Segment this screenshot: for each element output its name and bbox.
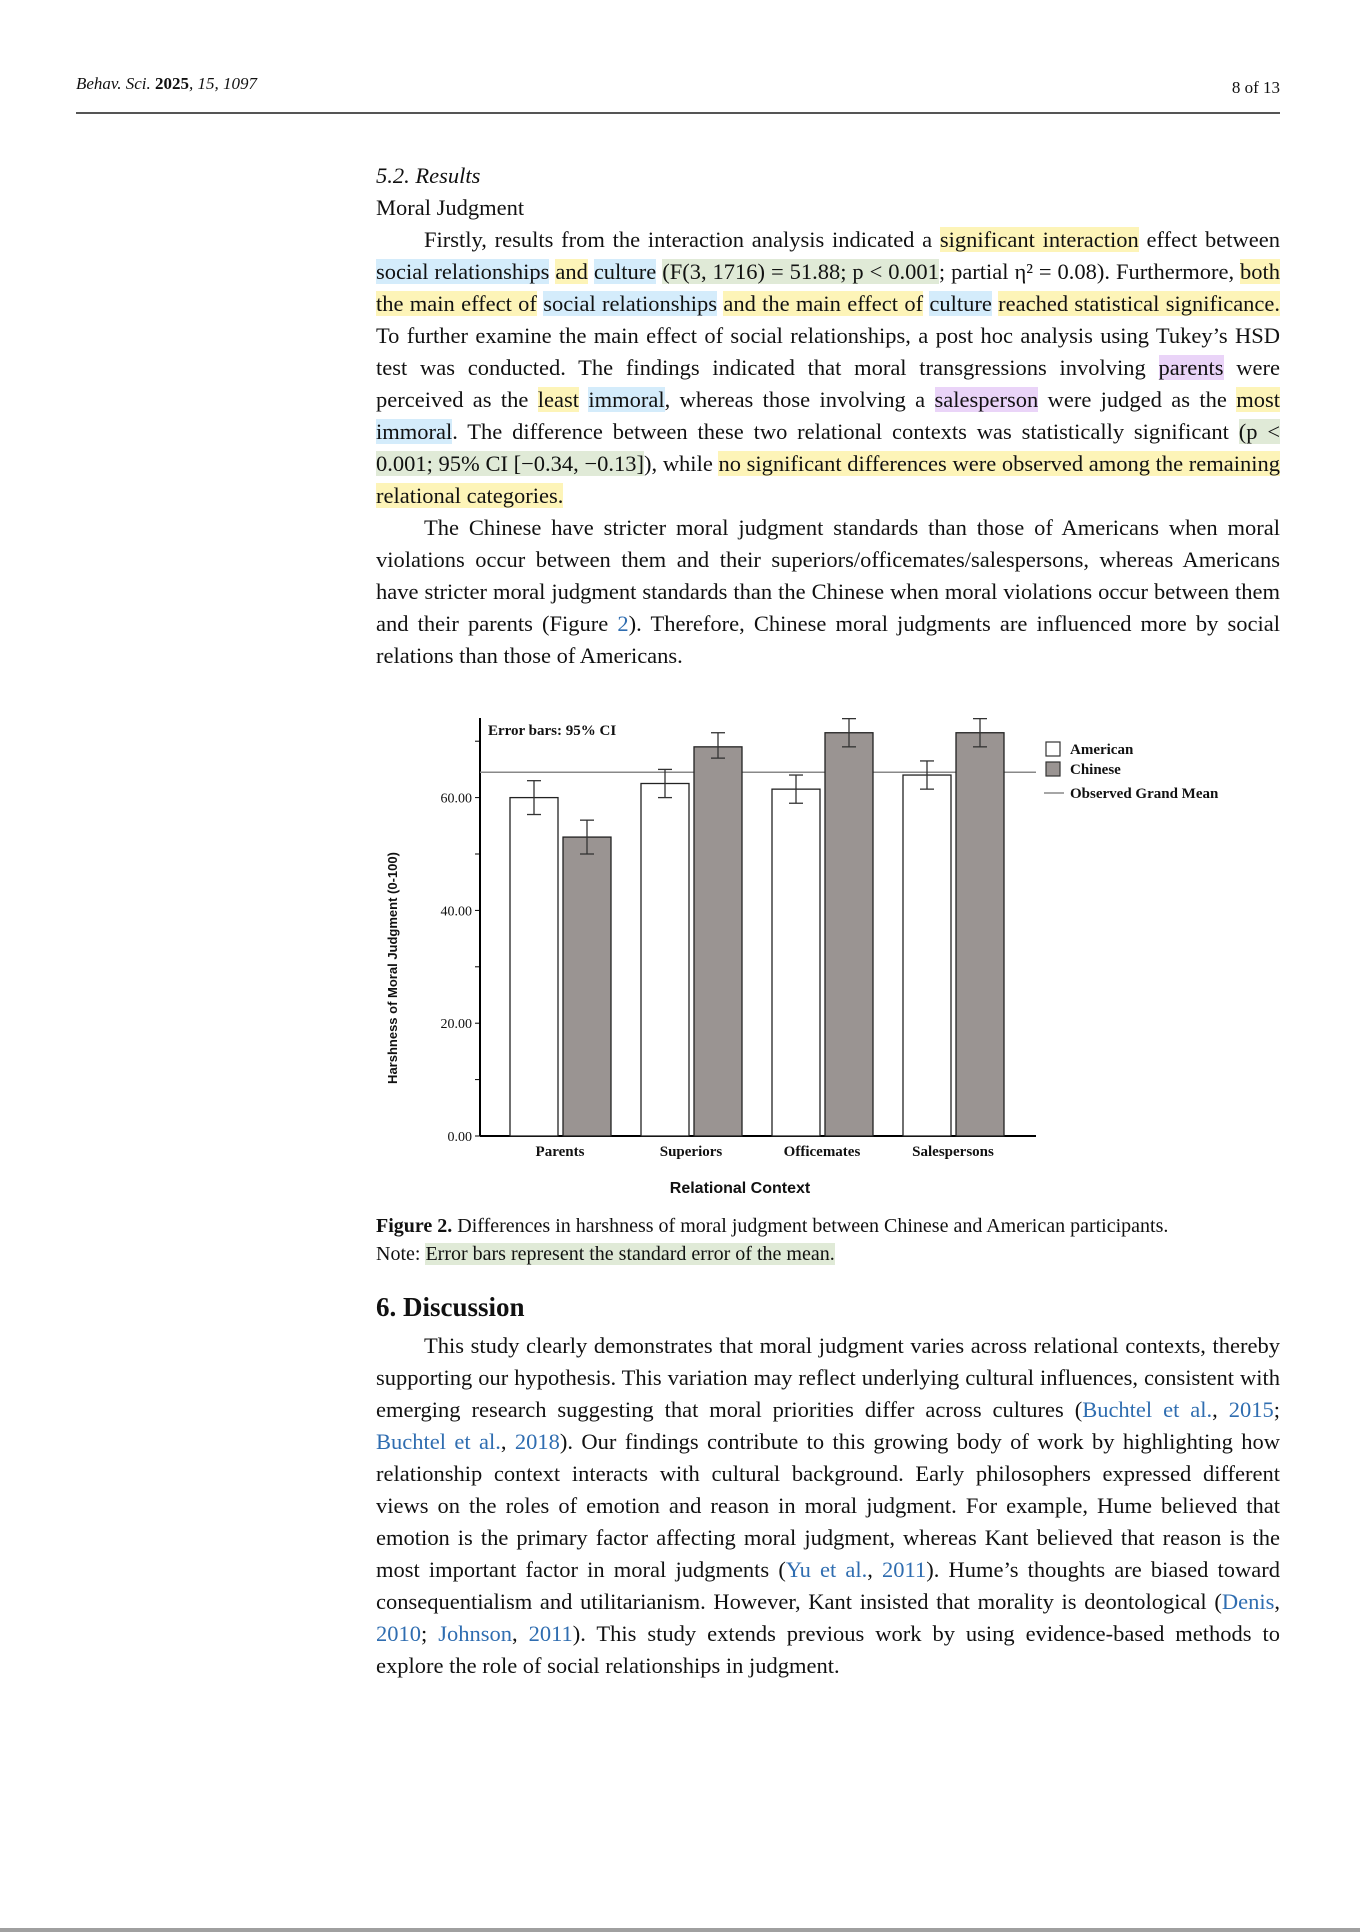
highlight: (p < 0.001; 95% CI [−0.34, −0.13] — [376, 419, 1281, 476]
legend-label: Observed Grand Mean — [1070, 786, 1219, 802]
results-section — [376, 160, 1280, 672]
citation-year-link[interactable]: 2015 — [1228, 1397, 1274, 1422]
results-paragraph-1 — [376, 224, 1280, 512]
highlight: salesperson — [934, 387, 1039, 412]
discussion-section — [376, 1290, 1280, 1682]
bar-american — [903, 775, 951, 1136]
figure-2 — [376, 710, 1276, 1200]
journal-abbrev: Behav. Sci. — [76, 74, 151, 93]
citation-link[interactable]: Buchtel et al. — [1082, 1397, 1213, 1422]
text: ). Therefore, Chinese moral judgments are influenced more by social relations than those of Americans. — [376, 611, 1280, 668]
highlight: least — [537, 387, 579, 412]
x-axis-label: Relational Context — [669, 1180, 811, 1197]
caption-note — [376, 1240, 1280, 1268]
citation-link[interactable]: Buchtel et al. — [376, 1429, 501, 1454]
discussion-paragraph: This study clearly demonstrates that moral judgment varies across relational contexts, thereby supporting our hypothesis. This variation may reflect underlying cultural influences, consistent with emerging research suggesting that moral priorities differ across cultures (Buchtel et al., 2015; Buchtel et al., 2018). Our findings contribute to this growing body of work by highlighting how relationship context interacts with cultural background. Early philosophers expressed different views on the roles of emotion and reason in moral judgment. For example, Hume believed that emotion is the primary factor affecting moral judgment, whereas Kant believed that reason is the most important factor in moral judgments (Yu et al., 2011). Hume’s thoughts are biased toward consequentialism and utilitarianism. However, Kant insisted that morality is deontological (Denis, 2010; Johnson, 2011). This study extends previous work by using evidence-based methods to explore the role of social relationships in judgment. — [376, 1333, 1281, 1678]
bar-chinese — [694, 747, 742, 1136]
y-tick-label: 0.00 — [447, 1130, 472, 1145]
y-tick-label: 40.00 — [440, 904, 472, 920]
highlight: immoral — [588, 387, 665, 412]
note-text: Error bars represent the standard error of the mean. — [425, 1243, 835, 1265]
text: Firstly, results from the interaction analysis indicated a — [424, 227, 940, 252]
page-indicator: 8 of 13 — [1231, 78, 1280, 97]
x-tick-label: Officemates — [783, 1144, 861, 1160]
highlight: social relationships — [376, 259, 550, 284]
journal-citation — [76, 74, 257, 94]
caption-line — [376, 1212, 1280, 1240]
page-header — [76, 72, 1280, 112]
highlight: most — [1236, 387, 1281, 412]
text: ; partial η² = 0.08). Furthermore, — [938, 259, 1241, 284]
highlight: significant interaction — [939, 227, 1139, 252]
citation-link[interactable]: Yu et al. — [785, 1557, 868, 1582]
text: The Chinese have stricter moral judgment standards than those of Americans when moral violations occur between them and their superiors/officemates/salespersons, whereas Americans have stricter moral judgment standards than the Chinese when moral violations occur between them and their parents (Figure — [376, 515, 1280, 636]
page-bottom-edge — [0, 1928, 1360, 1932]
bar-american — [641, 784, 689, 1137]
citation-link[interactable]: Denis — [1221, 1589, 1275, 1614]
legend-swatch-chinese — [1046, 762, 1060, 776]
x-tick-label: Salespersons — [912, 1144, 994, 1160]
text: ). Hume’s thoughts are biased toward consequentialism and utilitarianism. However, Kant insisted that morality is deontological ( — [376, 1557, 1281, 1614]
bar-american — [510, 798, 558, 1136]
highlight: social relationships — [543, 291, 718, 316]
highlight: parents — [1158, 355, 1224, 380]
legend-label: American — [1070, 742, 1134, 758]
highlight: and — [555, 259, 588, 284]
journal-volume: , 15, 1097 — [188, 74, 257, 93]
text: ). Our findings contribute to this growing body of work by highlighting how relationship context interacts with cultural background. Early philosophers expressed different views on the roles of emotion and reason in moral judgment. For example, Hume believed that emotion is the primary factor affecting moral judgment, whereas Kant believed that reason is the most important factor in moral judgments ( — [376, 1429, 1281, 1582]
bar-chinese — [825, 733, 873, 1136]
highlight: (F(3, 1716) = 51.88; p < 0.001 — [662, 259, 939, 284]
bar-chart — [376, 710, 1276, 1200]
header-divider — [76, 112, 1280, 114]
subheading: Moral Judgment — [376, 195, 525, 220]
citation-year-link[interactable]: 2011 — [528, 1621, 573, 1646]
highlight: culture — [593, 259, 657, 284]
text: , whereas those involving a — [664, 387, 935, 412]
y-tick-label: 20.00 — [440, 1017, 472, 1033]
journal-year: 2025 — [154, 74, 189, 93]
y-tick-label: 60.00 — [440, 791, 472, 807]
x-tick-label: Superiors — [659, 1144, 723, 1160]
text: ). This study extends previous work by using evidence-based methods to explore the role of social relationships in judgment. — [376, 1621, 1280, 1678]
text — [588, 259, 594, 284]
highlight: reached statistical significance. — [998, 291, 1281, 316]
note-label: Note: — [376, 1243, 426, 1265]
figure-caption — [376, 1212, 1280, 1268]
legend-label: Chinese — [1070, 762, 1121, 778]
figure-link[interactable]: 2 — [617, 611, 629, 636]
legend-swatch-american — [1046, 742, 1060, 756]
bar-american — [772, 789, 820, 1136]
citation-year-link[interactable]: 2018 — [514, 1429, 560, 1454]
text: To further examine the main effect of social relationships, a post hoc analysis using Tukey’s HSD test was conducted. The findings indicated that moral transgressions involving — [376, 323, 1280, 380]
text: . The difference between these two relational contexts was statistically significant — [452, 419, 1239, 444]
caption-label: Figure 2. — [376, 1215, 453, 1237]
x-tick-label: Parents — [535, 1144, 585, 1160]
text: were judged as the — [1038, 387, 1237, 412]
highlight: no significant differences were observed among the remaining relational categories. — [376, 451, 1281, 508]
highlight: and the main effect of — [723, 291, 924, 316]
highlight: immoral — [376, 419, 453, 444]
highlight: culture — [929, 291, 992, 316]
discussion-heading: 6. Discussion — [376, 1292, 525, 1322]
results-paragraph-2 — [376, 512, 1280, 672]
section-heading: 5.2. Results — [376, 163, 481, 188]
text — [579, 387, 588, 412]
bar-chinese — [956, 733, 1004, 1136]
bar-chinese — [563, 837, 611, 1136]
chart-annotation: Error bars: 95% CI — [488, 723, 617, 739]
text: This study clearly demonstrates that moral judgment varies across relational contexts, thereby supporting our hypothesis. This variation may reflect underlying cultural influences, consistent with emerging research suggesting that moral priorities differ across cultures ( — [376, 1333, 1280, 1422]
caption-text: Differences in harshness of moral judgment between Chinese and American participants. — [452, 1215, 1169, 1237]
text: were perceived as the — [376, 355, 1280, 412]
citation-year-link[interactable]: 2011 — [882, 1557, 927, 1582]
text: ), while — [644, 451, 719, 476]
highlight: both the main effect of — [376, 259, 1281, 316]
y-axis-label: Harshness of Moral Judgment (0-100) — [385, 852, 400, 1084]
citation-year-link[interactable]: 2010 — [376, 1621, 421, 1646]
citation-link[interactable]: Johnson — [438, 1621, 512, 1646]
text: effect between — [1138, 227, 1281, 252]
